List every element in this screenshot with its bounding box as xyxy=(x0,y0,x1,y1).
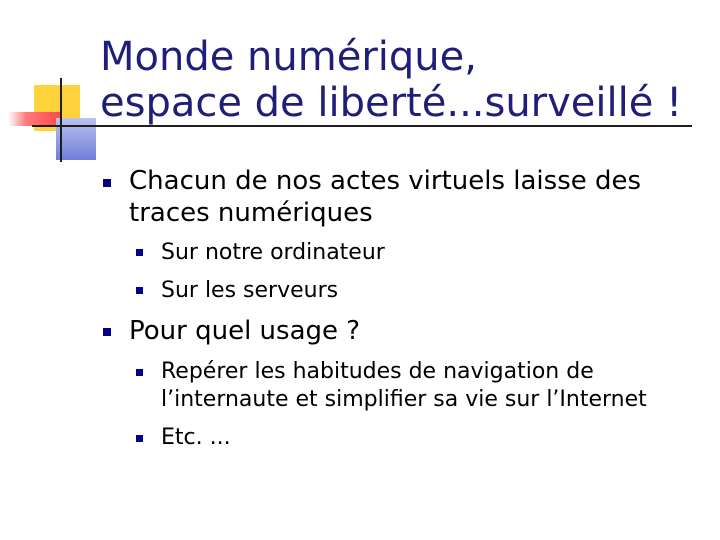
bullet-text: Chacun de nos actes virtuels laisse des xyxy=(129,166,642,196)
sub-bullet-item-etc xyxy=(161,424,231,452)
slide-title-line-1: Monde numérique, xyxy=(100,34,477,80)
bullet-item-usage xyxy=(129,315,360,347)
sub-bullet-square-icon xyxy=(136,369,143,376)
sub-bullet-item-ordinateur xyxy=(161,239,385,267)
sub-bullet-text: Repérer les habitudes de navigation de xyxy=(161,359,594,384)
sub-bullet-text: l’internaute et simplifier sa vie sur l’Internet xyxy=(161,387,647,412)
bullet-text: traces numériques xyxy=(129,198,373,228)
title-ornament-red-bar xyxy=(8,112,60,126)
bullet-text: Pour quel usage ? xyxy=(129,316,361,346)
sub-bullet-text: Sur notre ordinateur xyxy=(161,240,385,265)
sub-bullet-item-habitudes xyxy=(161,358,647,414)
slide-title-line-2: espace de liberté...surveillé ! xyxy=(100,80,683,126)
bullet-item-traces xyxy=(129,165,641,229)
sub-bullet-text: Sur les serveurs xyxy=(161,278,339,303)
bullet-square-icon xyxy=(103,179,111,187)
bullet-square-icon xyxy=(103,328,111,336)
sub-bullet-square-icon xyxy=(136,249,143,256)
title-ornament-vertical-line xyxy=(60,78,62,162)
sub-bullet-item-serveurs xyxy=(161,277,338,305)
slide-title xyxy=(100,34,700,126)
sub-bullet-square-icon xyxy=(136,435,143,442)
sub-bullet-square-icon xyxy=(136,287,143,294)
sub-bullet-text: Etc. ... xyxy=(161,425,231,450)
